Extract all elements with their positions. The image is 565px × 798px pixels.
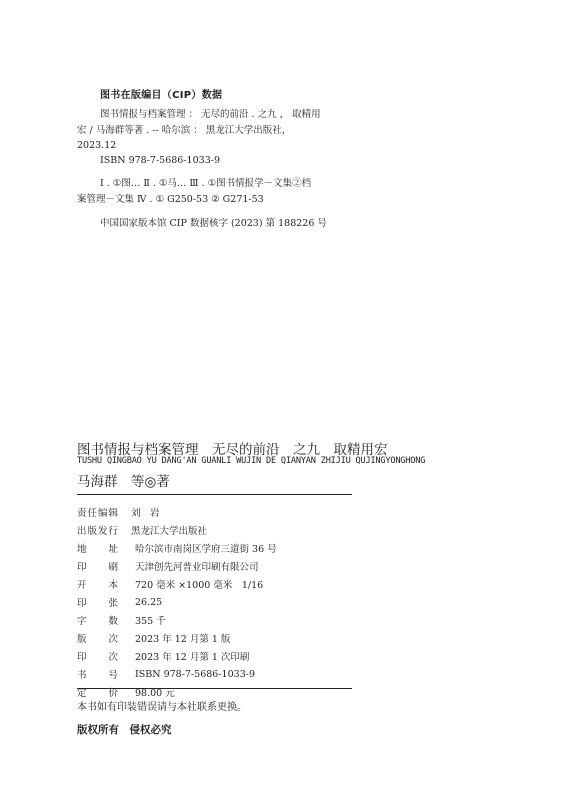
cip-classification-line-2: 案管理－文集 Ⅳ . ① G250-53 ② G271-53 (77, 194, 264, 205)
copyright-notice: 版权所有 侵权必究 (77, 724, 172, 736)
publication-info-table (77, 503, 277, 701)
info-row (77, 521, 277, 539)
info-row (77, 593, 277, 611)
cip-isbn: ISBN 978-7-5686-1033-9 (100, 155, 220, 166)
info-row (77, 557, 277, 575)
info-value: 2023 年 12 月第 1 次印刷 (135, 652, 250, 663)
info-label: 定 价 (77, 688, 118, 699)
info-label: 印 刷 (77, 562, 118, 573)
info-row (77, 629, 277, 647)
info-row (77, 647, 277, 665)
top-divider (77, 494, 352, 495)
info-label: 书 号 (77, 670, 118, 681)
book-title-pinyin: TUSHU QINGBAO YU DANG'AN GUANLI WUJIN DE QIANYAN ZHIJIU QUJINGYONGHONG (77, 456, 426, 466)
book-author: 马海群 等◎著 (77, 474, 170, 490)
info-row (77, 503, 277, 521)
info-value: 天津创先河普业印刷有限公司 (135, 562, 259, 573)
info-label: 开 本 (77, 580, 118, 591)
bottom-divider (77, 688, 352, 689)
cip-date: 2023.12 (77, 140, 117, 151)
cip-title-line-1: 图书情报与档案管理 ： 无尽的前沿 . 之九 ， 取精用 (100, 109, 321, 120)
info-value: 哈尔滨市南岗区学府三道街 36 号 (135, 544, 277, 555)
info-label: 字 数 (77, 616, 118, 627)
info-label: 出 版 发 行 (77, 526, 118, 537)
info-label: 印 张 (77, 598, 118, 609)
info-label: 印 次 (77, 652, 118, 663)
info-value: 720 毫米 ×1000 毫米 1/16 (135, 580, 264, 591)
info-value: 黑龙江大学出版社 (131, 526, 208, 537)
info-value: 刘 岩 (131, 508, 160, 519)
cip-title-line-2: 宏 / 马海群等著 . -- 哈尔滨 ： 黑龙江大学出版社， (77, 125, 292, 136)
info-value: 98.00 元 (135, 688, 175, 699)
info-value: ISBN 978-7-5686-1033-9 (135, 668, 255, 680)
cip-classification-line-1: Ⅰ . ①图… Ⅱ . ①马… Ⅲ . ①图书情报学－文集②档 (100, 178, 312, 189)
info-value: 2023 年 12 月第 1 版 (135, 634, 231, 645)
info-value: 26.25 (135, 596, 163, 608)
info-row (77, 611, 277, 629)
info-label: 责 任 编 辑 (77, 508, 118, 519)
info-row (77, 665, 277, 683)
cip-record-number: 中国国家版本馆 CIP 数据核字 (2023) 第 188226 号 (100, 218, 327, 229)
book-title: 图书情报与档案管理 无尽的前沿 之九 取精用宏 (77, 442, 388, 458)
cip-header: 图书在版编目（CIP）数据 (100, 90, 223, 101)
info-label: 地 址 (77, 544, 118, 555)
info-row (77, 575, 277, 593)
info-value: 355 千 (135, 616, 166, 627)
info-label: 版 次 (77, 634, 118, 645)
printing-error-notice: 本书如有印装错误请与本社联系更换。 (77, 702, 247, 713)
info-row (77, 539, 277, 557)
